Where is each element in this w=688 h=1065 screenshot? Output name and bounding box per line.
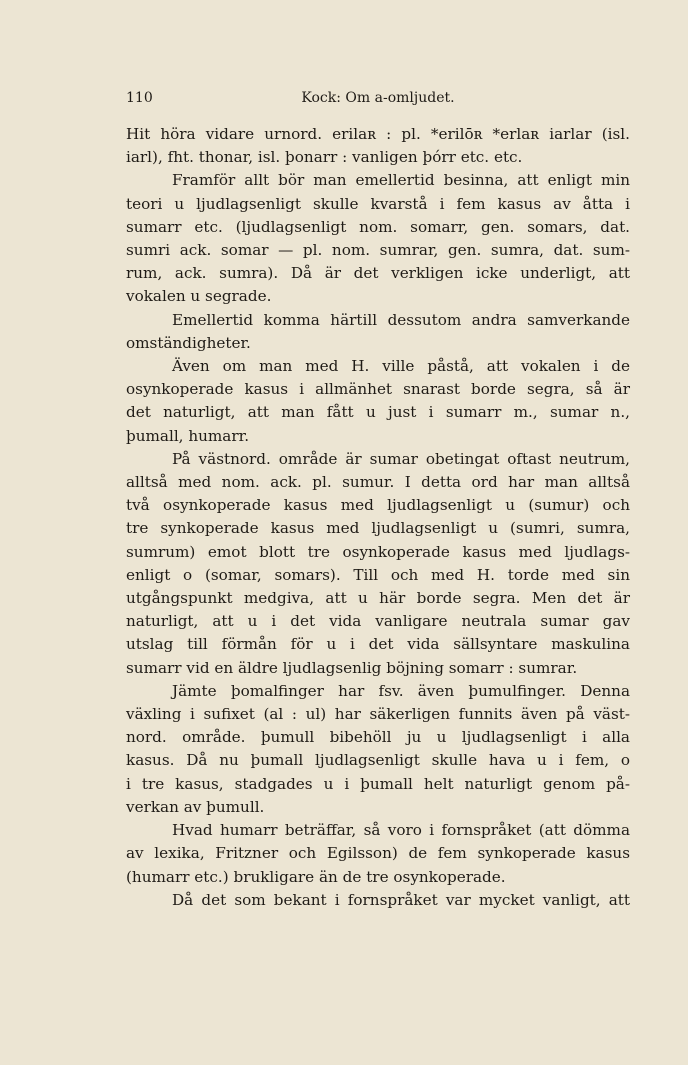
page-header [126, 90, 630, 112]
text-line: sumarr vid en äldre ljudlagsenlig böjning somarr : sumrar. [126, 658, 578, 677]
text-line: sumrum) emot blott tre osynkoperade kasus med ljudlags- [126, 542, 630, 561]
text-line: i tre kasus, stadgades u i þumall helt naturligt genom på- [126, 774, 630, 793]
text-line: Hvad humarr beträffar, så voro i fornspråket (att dömma [172, 821, 630, 840]
text-line: Hit höra vidare urnord. erilaʀ : pl. *erilōʀ *erlaʀ iarlar (isl. [126, 125, 630, 143]
text-line: iarl), fht. thonar, isl. þonarr : vanligen þórr etc. etc. [126, 148, 523, 167]
running-title: Kock: Om a-omljudet. [301, 90, 455, 106]
text-line: sumri ack. somar — pl. nom. sumrar, gen. sumra, dat. sum- [126, 241, 630, 260]
text-line: naturligt, att u i det vida vanligare neutrala sumar gav [126, 612, 630, 631]
text-line: enligt o (somar, somars). Till och med H. torde med sin [126, 565, 630, 584]
text-line: två osynkoperade kasus med ljudlagsenligt u (sumur) och [126, 496, 630, 515]
text-line: osynkoperade kasus i allmänhet snarast borde segra, så är [126, 380, 630, 399]
text-line: Jämte þomalfinger har fsv. även þumulfinger. Denna [172, 681, 630, 700]
text-line: utgångspunkt medgiva, att u här borde segra. Men det är [126, 589, 630, 608]
text-line: På västnord. område är sumar obetingat oftast neutrum, [172, 449, 630, 468]
text-line: kasus. Då nu þumall ljudlagsenligt skulle hava u i fem, o [126, 751, 630, 770]
text-line: Framför allt bör man emellertid besinna, att enligt min [172, 171, 630, 190]
text-line: Även om man med H. ville påstå, att vokalen i de [172, 357, 630, 376]
text-line: Emellertid komma härtill dessutom andra samverkande [172, 310, 630, 329]
text-line: det naturligt, att man fått u just i sumarr m., sumar n., [126, 403, 630, 422]
text-line: tre synkoperade kasus med ljudlagsenligt u (sumri, sumra, [126, 519, 630, 538]
text-line: omständigheter. [126, 333, 251, 352]
text-line: (humarr etc.) brukligare än de tre osynkoperade. [126, 867, 506, 886]
text-line: teori u ljudlagsenligt skulle kvarstå i fem kasus av åtta i [126, 194, 630, 213]
page-number: 110 [126, 90, 153, 106]
text-line: av lexika, Fritzner och Egilsson) de fem synkoperade kasus [126, 844, 630, 863]
text-line: nord. område. þumull bibehöll ju u ljudlagsenligt i alla [126, 728, 630, 747]
text-line: rum, ack. sumra). Då är det verkligen icke underligt, att [126, 264, 630, 283]
text-line: utslag till förmån för u i det vida sällsyntare maskulina [126, 635, 630, 654]
text-line: alltså med nom. ack. pl. sumur. I detta ord har man alltså [126, 473, 630, 492]
text-line: Då det som bekant i fornspråket var mycket vanligt, att [172, 890, 630, 909]
text-line: sumarr etc. (ljudlagsenligt nom. somarr, gen. somars, dat. [126, 217, 630, 236]
text-line: vokalen u segrade. [126, 287, 272, 306]
text-line: þumall, humarr. [126, 426, 250, 445]
body-text [126, 123, 630, 912]
text-line: växling i sufixet (al : ul) har säkerligen funnits även på väst- [126, 705, 630, 724]
text-line: verkan av þumull. [126, 797, 265, 816]
